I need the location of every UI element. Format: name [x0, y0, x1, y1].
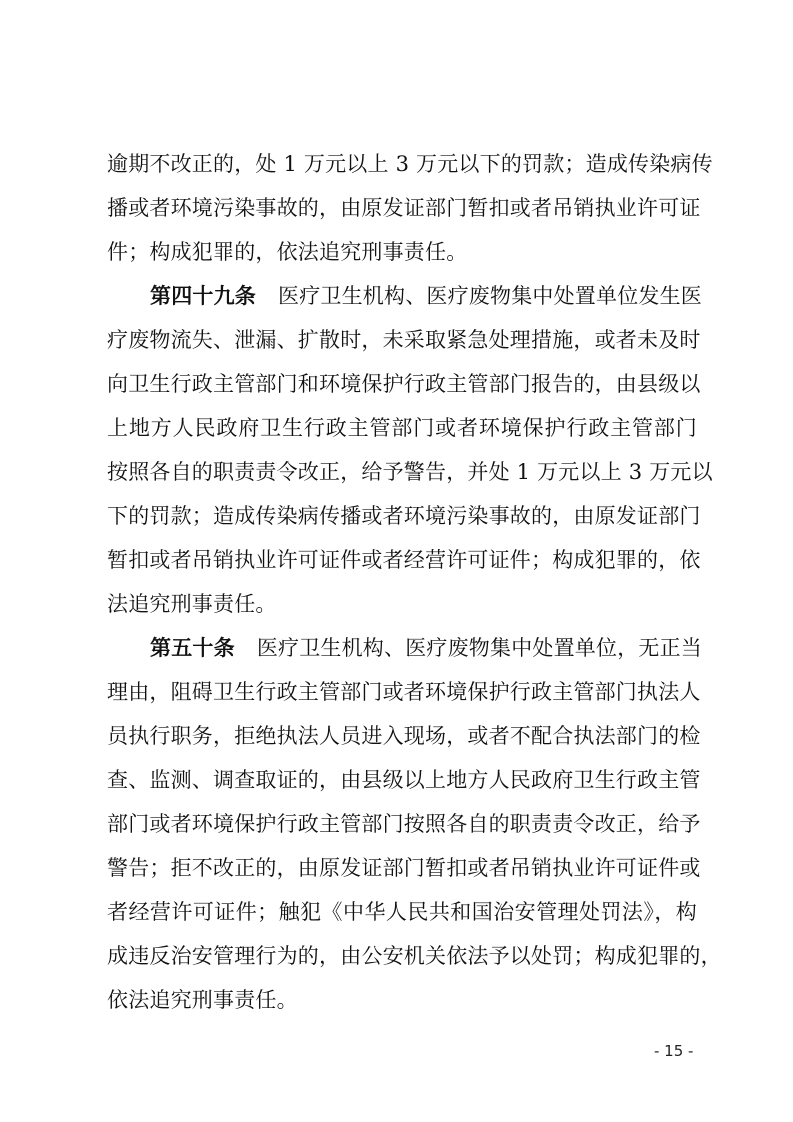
article-50-heading: 第五十条	[150, 636, 235, 660]
paragraph-line: 播或者环境污染事故的，由原发证部门暂扣或者吊销执业许可证	[107, 196, 701, 220]
paragraph-line: 员执行职务，拒绝执法人员进入现场，或者不配合执法部门的检	[107, 724, 701, 748]
article-49-first-line	[150, 279, 702, 313]
paragraph-line: 查、监测、调查取证的，由县级以上地方人民政府卫生行政主管	[107, 768, 701, 792]
paragraph-line: 者经营许可证件；触犯《中华人民共和国治安管理处罚法》，构	[107, 900, 697, 924]
article-49-heading: 第四十九条	[150, 284, 256, 308]
paragraph-line: 警告；拒不改正的，由原发证部门暂扣或者吊销执业许可证件或	[107, 856, 701, 880]
article-50-first-line-text: 医疗卫生机构、医疗废物集中处置单位，无正当	[256, 636, 703, 660]
paragraph-line: 下的罚款；造成传染病传播或者环境污染事故的，由原发证部门	[107, 504, 701, 528]
paragraph-line: 疗废物流失、泄漏、扩散时，未采取紧急处理措施，或者未及时	[107, 328, 701, 352]
paragraph-line: 上地方人民政府卫生行政主管部门或者环境保护行政主管部门	[107, 416, 697, 440]
paragraph-line: 依法追究刑事责任。	[107, 988, 298, 1012]
paragraph-line: 件；构成犯罪的，依法追究刑事责任。	[107, 240, 468, 264]
article-49-first-line-text: 医疗卫生机构、医疗废物集中处置单位发生医	[278, 284, 702, 308]
article-50-first-line	[150, 631, 703, 665]
paragraph-line: 成违反治安管理行为的，由公安机关依法予以处罚；构成犯罪的，	[107, 944, 722, 968]
paragraph-line: 理由，阻碍卫生行政主管部门或者环境保护行政主管部门执法人	[107, 680, 701, 704]
paragraph-line: 部门或者环境保护行政主管部门按照各自的职责责令改正，给予	[107, 812, 701, 836]
page-number: - 15 -	[654, 1042, 694, 1060]
paragraph-line: 逾期不改正的，处 1 万元以上 3 万元以下的罚款；造成传染病传	[107, 152, 713, 176]
paragraph-line: 按照各自的职责责令改正，给予警告，并处 1 万元以上 3 万元以	[107, 460, 713, 484]
paragraph-line: 向卫生行政主管部门和环境保护行政主管部门报告的，由县级以	[107, 372, 701, 396]
paragraph-line: 暂扣或者吊销执业许可证件或者经营许可证件；构成犯罪的，依	[107, 548, 701, 572]
paragraph-line: 法追究刑事责任。	[107, 592, 277, 616]
